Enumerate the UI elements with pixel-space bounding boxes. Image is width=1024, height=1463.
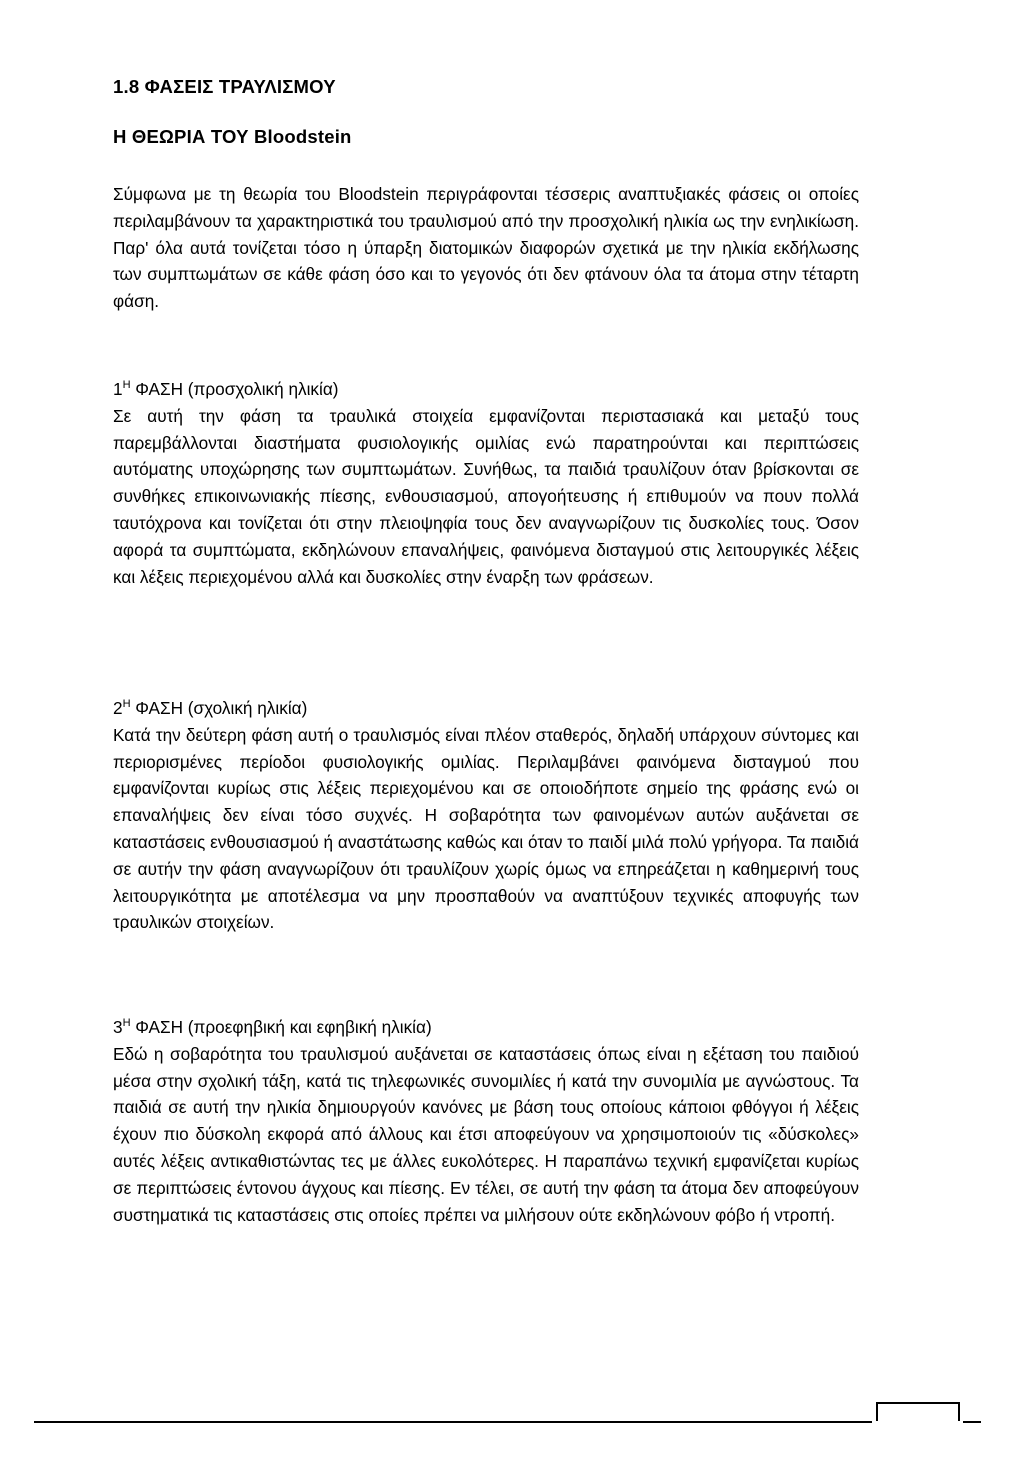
phase-3-section xyxy=(113,1014,859,1228)
theory-heading: Η ΘΕΩΡΙΑ ΤΟΥ Bloodstein xyxy=(113,126,352,147)
phase-3-label: ΦΑΣΗ (προεφηβική και εφηβική ηλικία) xyxy=(135,1017,432,1037)
footer-divider xyxy=(34,1421,872,1423)
phase-1-number: 1 xyxy=(113,379,123,399)
section-title: 1.8 ΦΑΣΕΙΣ ΤΡΑΥΛΙΣΜΟΥ xyxy=(113,76,336,97)
phase-2-number: 2 xyxy=(113,698,123,718)
phase-2-heading xyxy=(113,695,859,722)
phase-1-superscript: Η xyxy=(122,379,131,391)
phase-3-text: Εδώ η σοβαρότητα του τραυλισμού αυξάνεται σε καταστάσεις όπως είναι η εξέταση του παιδιού μέσα στην σχολική τάξη, κατά τις τηλεφωνικές συνομιλίες ή κατά την συνομιλία με αγνώστους. Τα παιδιά σε αυτή την ηλικία δημιουργούν κανόνες με βάση τους οποίους κάποιοι φθόγγοι ή λέξεις έχουν πιο δύσκολη εκφορά από άλλους και έτσι αποφεύγουν να χρησιμοποιούν τις «δύσκολες» αυτές λέξεις αντικαθιστώντας τες με άλλες ευκολότερες. Η παραπάνω τεχνική εμφανίζεται κυρίως σε περιπτώσεις έντονου άγχους και πίεσης. Εν τέλει, σε αυτή την φάση τα άτομα δεν αποφεύγουν συστηματικά τις καταστάσεις στις οποίες πρέπει να μιλήσουν ούτε εκδηλώνουν φόβο ή ντροπή. xyxy=(113,1043,859,1225)
footer-divider-tail xyxy=(963,1421,981,1423)
phase-1-section xyxy=(113,376,859,590)
page-number-bracket xyxy=(876,1402,960,1421)
phase-2-section xyxy=(113,695,859,936)
phase-2-superscript: Η xyxy=(122,698,131,710)
phase-1-text: Σε αυτή την φάση τα τραυλικά στοιχεία εμφανίζονται περιστασιακά και μεταξύ τους παρεμβάλλονται διαστήματα φυσιολογικής ομιλίας ενώ παρατηρούνται και περιπτώσεις αυτόματης υποχώρησης των συμπτωμάτων. Συνήθως, τα παιδιά τραυλίζουν όταν βρίσκονται σε συνθήκες επικοινωνιακής πίεσης, ενθουσιασμού, απογοήτευσης ή επιθυμούν να πουν πολλά ταυτόχρονα και τονίζεται ότι στην πλειοψηφία τους δεν αναγνωρίζουν τις δυσκολίες τους. Όσον αφορά τα συμπτώματα, εκδηλώνουν επαναλήψεις, φαινόμενα δισταγμού στις λειτουργικές λέξεις και λέξεις περιεχομένου αλλά και δυσκολίες στην έναρξη των φράσεων. xyxy=(113,405,859,587)
phase-1-label: ΦΑΣΗ (προσχολική ηλικία) xyxy=(135,379,339,399)
intro-paragraph xyxy=(113,181,859,315)
phase-3-superscript: Η xyxy=(122,1017,131,1029)
phase-1-heading xyxy=(113,376,859,403)
phase-2-text: Κατά την δεύτερη φάση αυτή ο τραυλισμός είναι πλέον σταθερός, δηλαδή υπάρχουν σύντομες και περιορισμένες περίοδοι φυσιολογικής ομιλίας. Περιλαμβάνει φαινόμενα δισταγμού που εμφανίζονται κυρίως στις λέξεις περιεχομένου και σε οποιοδήποτε σημείο της φράσης ενώ οι επαναλήψεις δεν είναι τόσο συχνές. Η σοβαρότητα των φαινομένων αυτών αυξάνεται σε καταστάσεις ενθουσιασμού ή αναστάτωσης καθώς και όταν το παιδί μιλά πολύ γρήγορα. Τα παιδιά σε αυτήν την φάση αναγνωρίζουν ότι τραυλίζουν χωρίς όμως να επηρεάζεται η καθημερινή τους λειτουργικότητα με αποτέλεσμα να μην προσπαθούν να αναπτύξουν τεχνικές αποφυγής των τραυλικών στοιχείων. xyxy=(113,724,859,933)
intro-text: Σύμφωνα με τη θεωρία του Bloodstein περιγράφονται τέσσερις αναπτυξιακές φάσεις οι οποίες περιλαμβάνουν τα χαρακτηριστικά του τραυλισμού από την προσχολική ηλικία ως την ενηλικίωση. Παρ' όλα αυτά τονίζεται τόσο η ύπαρξη διατομικών διαφορών σχετικά με την ηλικία εκδήλωσης των συμπτωμάτων σε κάθε φάση όσο και το γεγονός ότι δεν φτάνουν όλα τα άτομα στην τέταρτη φάση. xyxy=(113,184,859,312)
phase-3-number: 3 xyxy=(113,1017,123,1037)
phase-3-heading xyxy=(113,1014,859,1041)
phase-2-label: ΦΑΣΗ (σχολική ηλικία) xyxy=(135,698,308,718)
